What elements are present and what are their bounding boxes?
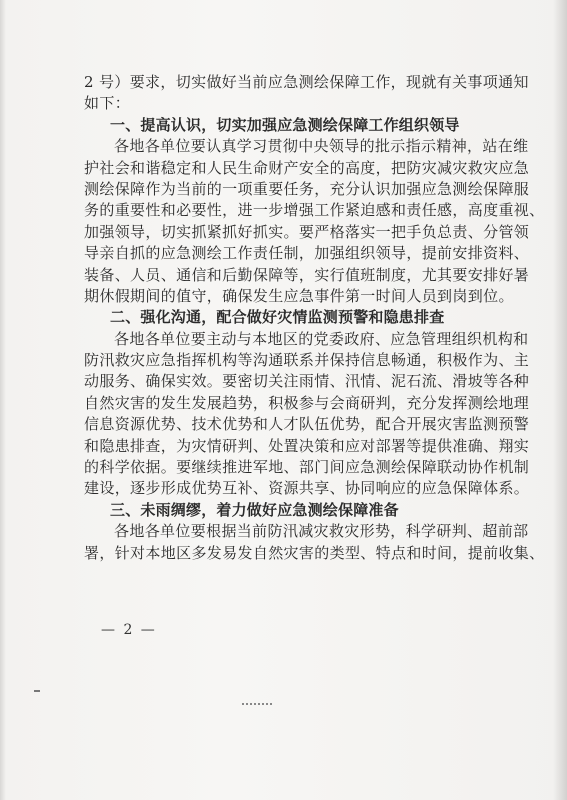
paragraph-line: 署，针对本地区多发易发自然灾害的类型、特点和时间，提前收集、	[84, 543, 545, 562]
document-body	[84, 72, 545, 564]
paragraph-line: 的科学依据。要继续推进军地、部门间应急测绘保障联动协作机制	[84, 458, 530, 477]
paragraph-line: 导亲自抓的应急测绘工作责任制，加强组织领导，提前安排资料、	[84, 244, 530, 263]
paragraph-line: 加强领导，切实抓紧抓好抓实。要严格落实一把手负总责、分管领	[84, 222, 530, 241]
section-heading: 三、未雨绸缪，着力做好应急测绘保障准备	[110, 500, 399, 519]
paragraph-line: 务的重要性和必要性，进一步增强工作紧迫感和责任感，高度重视、	[84, 201, 545, 220]
paragraph-line: 各地各单位要认真学习贯彻中央领导的批示指示精神，站在维	[114, 137, 529, 156]
page-number: — 2 —	[101, 622, 157, 638]
paragraph-line: 各地各单位要根据当前防汛减灾救灾形势，科学研判、超前部	[114, 522, 529, 541]
section-heading: 二、强化沟通，配合做好灾情监测预警和隐患排查	[110, 308, 445, 327]
paragraph-line: 建设，逐步形成优势互补、资源共享、协同响应的应急保障体系。	[84, 479, 530, 498]
paragraph-line: 2 号）要求，切实做好当前应急测绘保障工作，现就有关事项通知	[84, 73, 529, 91]
paragraph-line: 测绘保障作为当前的一项重要任务，充分认识加强应急测绘保障服	[84, 179, 530, 198]
paragraph-line: 护社会和谐稳定和人民生命财产安全的高度，把防灾减灾救灾应急	[84, 158, 530, 177]
paragraph-line: 装备、人员、通信和后勤保障等，实行值班制度，尤其要安排好暑	[84, 265, 530, 284]
paragraph-line: 自然灾害的发生发展趋势，积极参与会商研判，充分发挥测绘地理	[84, 393, 530, 412]
scan-edge-shadow-right	[553, 0, 567, 800]
paragraph-line: 信息资源优势、技术优势和人才队伍优势，配合开展灾害监测预警	[84, 415, 530, 434]
paragraph-line: 期休假期间的值守，确保发生应急事件第一时间人员到岗到位。	[84, 286, 514, 305]
section-heading: 一、提高认识，切实加强应急测绘保障工作组织领导	[110, 115, 460, 134]
scan-speck-mark	[34, 690, 40, 692]
paragraph-line: 各地各单位要主动与本地区的党委政府、应急管理组织机构和	[114, 329, 529, 348]
scan-edge-shadow-left	[0, 0, 6, 800]
paragraph-line: 动服务、确保实效。要密切关注雨情、汛情、泥石流、滑坡等各种	[84, 372, 530, 391]
scan-dotted-mark	[242, 703, 272, 705]
paragraph-line: 和隐患排查，为灾情研判、处置决策和应对部署等提供准确、翔实	[84, 436, 530, 455]
paragraph-line: 如下：	[84, 94, 131, 113]
paragraph-line: 防汛救灾应急指挥机构等沟通联系并保持信息畅通，积极作为、主	[84, 351, 530, 370]
